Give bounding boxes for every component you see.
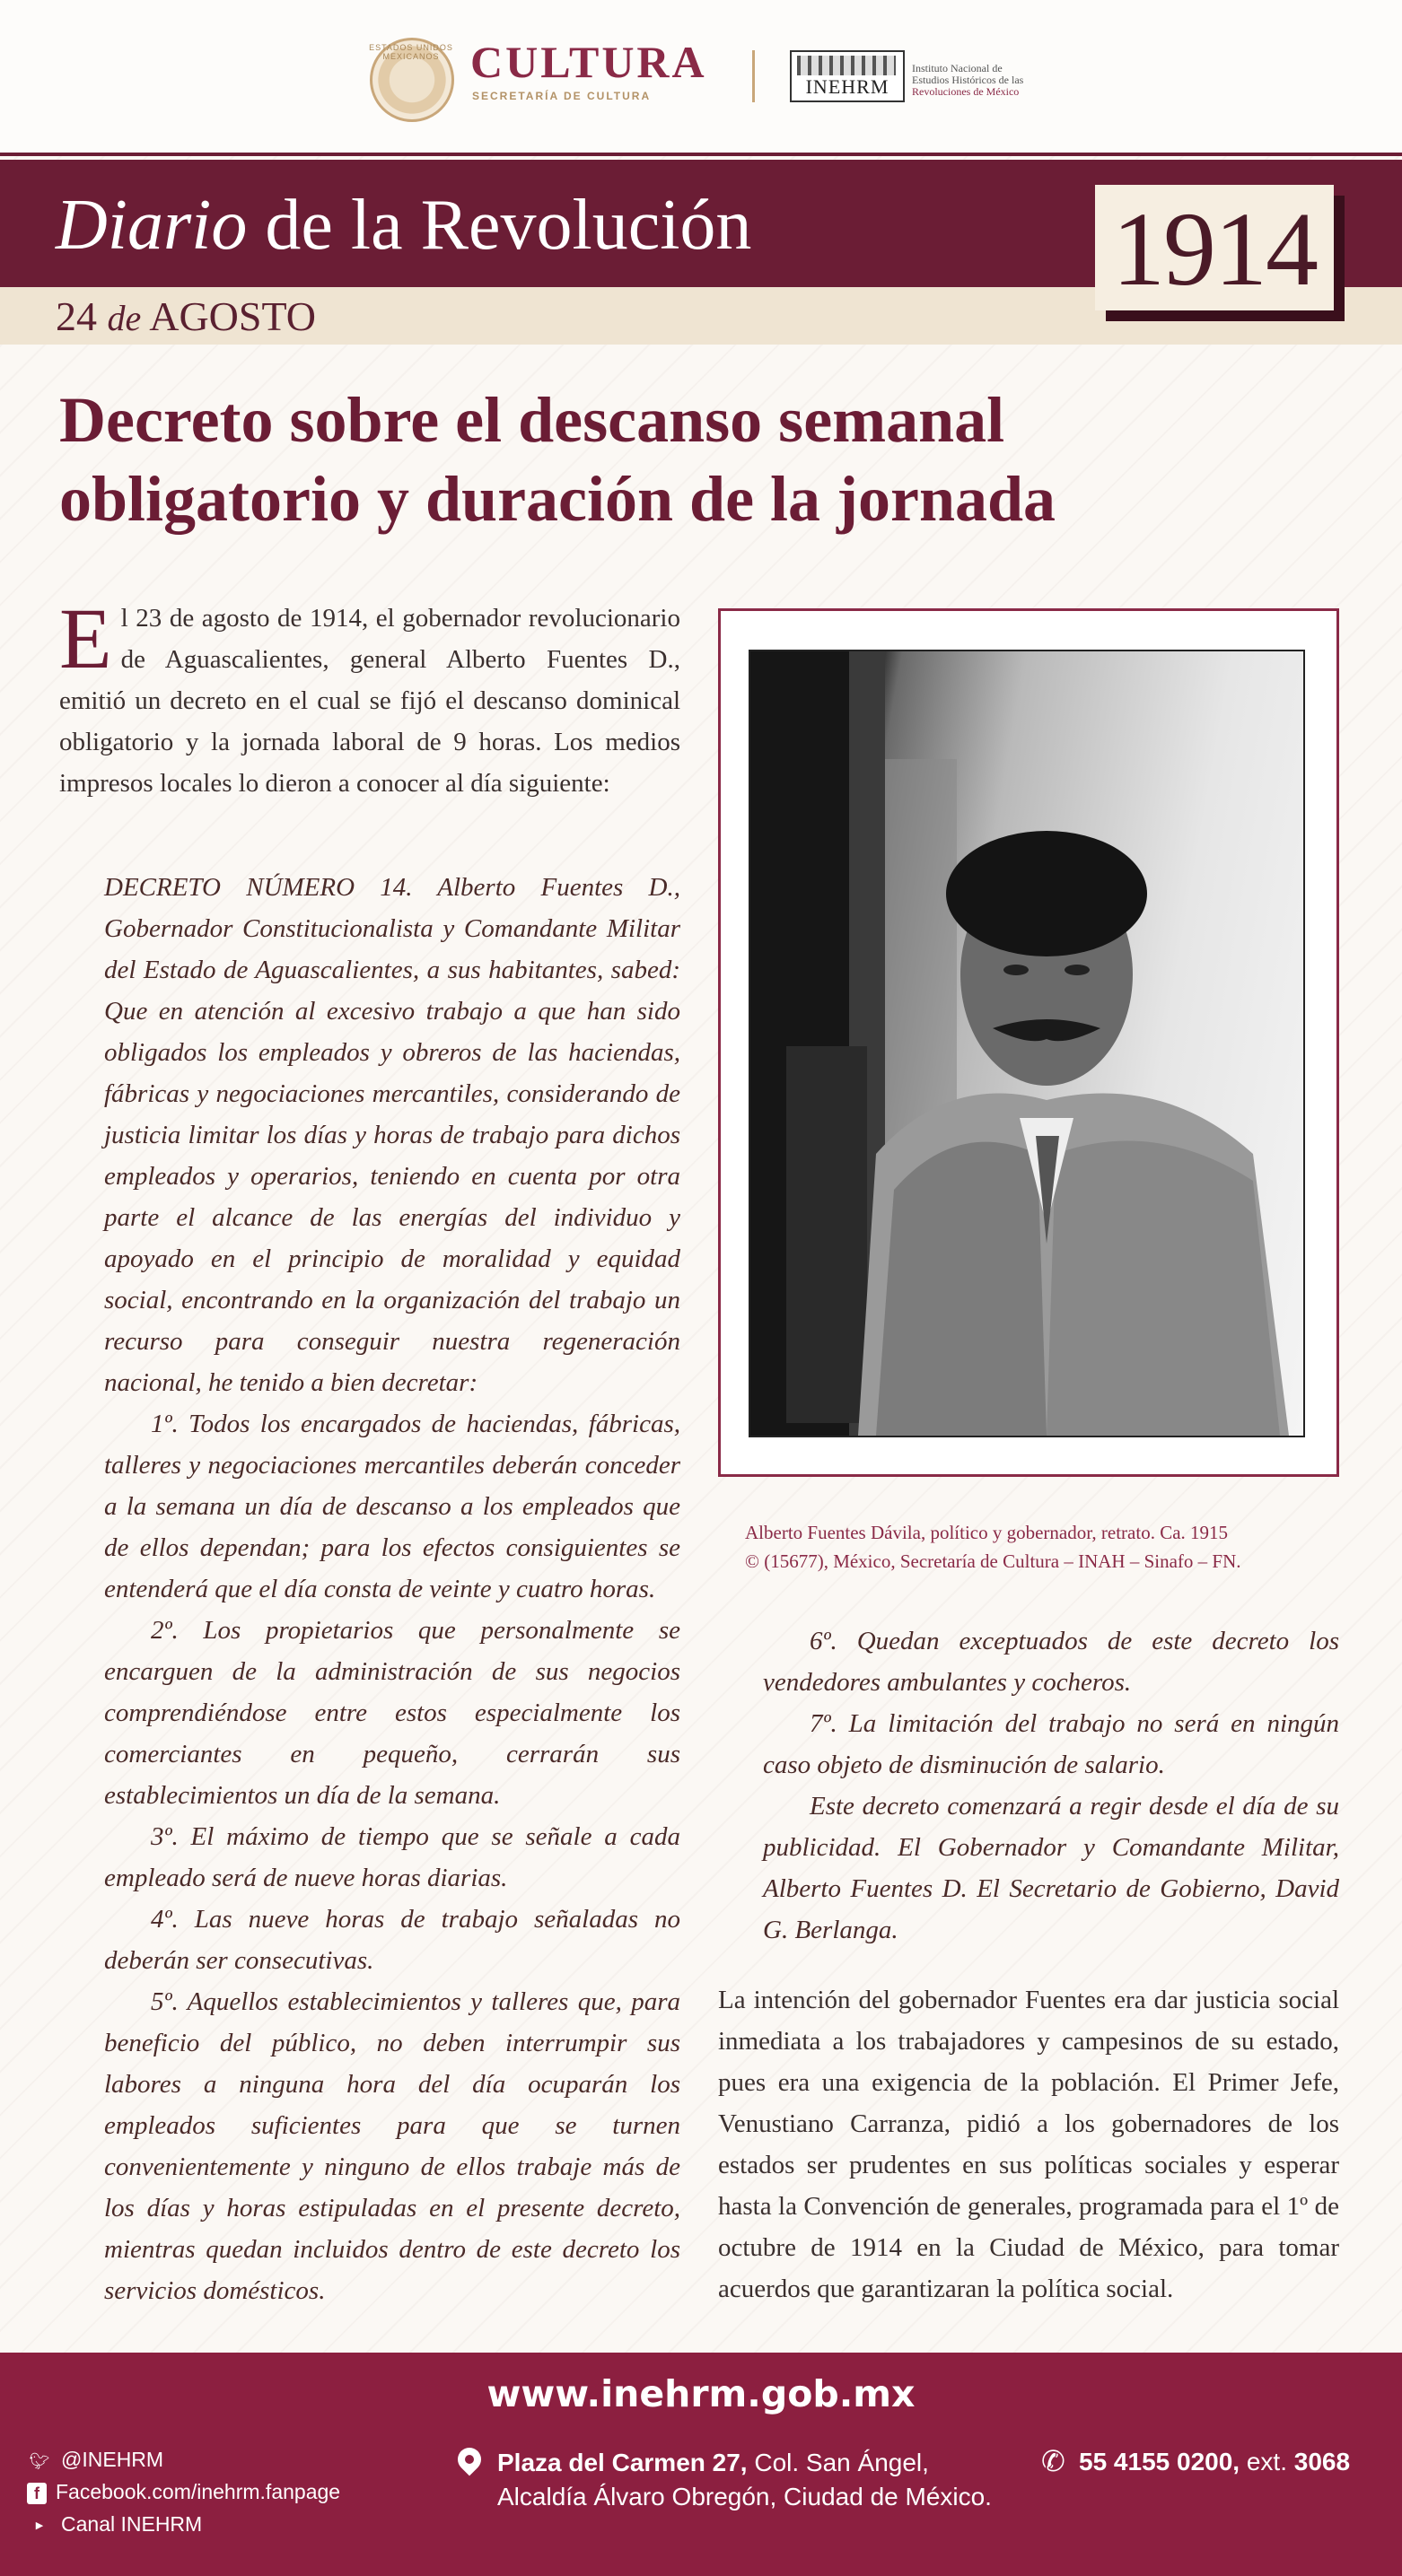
decree-article: 7º. La limitación del trabajo no será en ningún caso objeto de disminución de salario. <box>763 1709 1339 1779</box>
band-top-rule <box>0 153 1402 156</box>
intro-paragraph: El 23 de agosto de 1914, el gobernador revolucionario de Aguascalientes, general Alberto Fuentes D., emitió un decreto en el cual se fijó el descanso dominical obligatorio y la jornada laboral de 9 horas. Los medios impresos locales lo dieron a conocer al día siguiente: <box>59 590 680 798</box>
phone-number[interactable]: 55 4155 0200, ext. 3068 <box>1079 2448 1351 2476</box>
decree-quote-right <box>763 1620 1339 1951</box>
series-title: Diario de la Revolución <box>56 186 752 265</box>
facebook-link[interactable]: f Facebook.com/inehrm.fanpage <box>27 2480 340 2504</box>
decree-article: 3º. El máximo de tiempo que se señale a cada empleado será de nueve horas diarias. <box>104 1822 680 1892</box>
photo-caption: Alberto Fuentes Dávila, político y gobernador, retrato. Ca. 1915 © (15677), México, Secretaría de Cultura – INAH – Sinafo – FN. <box>745 1522 1241 1572</box>
decree-article: 5º. Aquellos establecimientos y talleres que, para beneficio del público, no deben interrumpir sus labores a ninguna hora del día ocuparán los empleados suficientes para que se turnen convenientemente y ninguno de ellos trabaje más de los días y horas estipuladas en el presente decreto, mientras quedan incluidos dentro de este decreto los servicios domésticos. <box>104 1987 680 2305</box>
seal-text: ESTADOS UNIDOS MEXICANOS <box>369 43 453 61</box>
decree-article: 1º. Todos los encargados de haciendas, fábricas, talleres y negociaciones mercantiles deberán conceder a la semana un día de descanso a los empleados que de ellos dependan; para los efectos consiguientes se entenderá que el día consta de veinte y cuatro horas. <box>104 1410 680 1603</box>
cultura-subtitle: SECRETARÍA DE CULTURA <box>472 90 652 102</box>
youtube-link[interactable]: ▶ Canal INEHRM <box>27 2512 202 2537</box>
inehrm-wordmark: INEHRM <box>805 75 889 98</box>
publication-date: 24 de AGOSTO <box>56 293 316 339</box>
website-link[interactable]: www.inehrm.gob.mx <box>486 2372 916 2415</box>
decree-paragraph: DECRETO NÚMERO 14. Alberto Fuentes D., Gobernador Constitucionalista y Comandante Militar del Estado de Aguascalientes, a sus habitantes, sabed: Que en atención al excesivo trabajo a que han sido obligados los empleados y obreros de las haciendas, fábricas y negociaciones mercantiles, considerando de justicia limitar los días y horas de trabajo para dichos empleados y operarios, teniendo en cuenta por otra parte el alcance de las energías del individuo y apoyado en el principio de moralidad y equidad social, encontrando en la organización del trabajo un recurso para conseguir nuestra regeneración nacional, he tenido a bien decretar: <box>104 873 680 1397</box>
closing-paragraph: La intención del gobernador Fuentes era dar justicia social inmediata a los trabajadores y campesinos de su estado, pues era una exigencia de la población. El Primer Jefe, Venustiano Carranza, pidió a los gobernadores de los estados ser prudentes en sus políticas sociales y esperar hasta la Convención de generales, programada para el 1º de octubre de 1914 en la Ciudad de México, para tomar acuerdos que garantizaran la política social. <box>718 1986 1339 2303</box>
building-icon <box>797 56 896 75</box>
twitter-icon: 🐦︎ <box>29 2451 50 2470</box>
facebook-icon: f <box>27 2483 47 2504</box>
cultura-logo: CULTURA <box>470 37 707 87</box>
youtube-icon: ▶ <box>35 2519 44 2531</box>
decree-quote-left <box>104 867 680 2311</box>
decree-article: 2º. Los propietarios que personalmente se encarguen de la administración de sus negocios comprendiéndose entre estos especialmente los comerciantes en pequeño, cerrarán sus establecimientos un día de la semana. <box>104 1616 680 1810</box>
drop-cap: E <box>59 590 112 686</box>
portrait-photo <box>749 650 1305 1437</box>
location-icon-dot <box>465 2455 474 2464</box>
decree-article: 6º. Quedan exceptuados de este decreto los vendedores ambulantes y cocheros. <box>763 1627 1339 1697</box>
decree-signature: Este decreto comenzará a regir desde el día de su publicidad. El Gobernador y Comandante Militar, Alberto Fuentes D. El Secretario de Gobierno, David G. Berlanga. <box>763 1792 1339 1944</box>
phone-icon: ✆ <box>1041 2445 1065 2477</box>
address: Plaza del Carmen 27, Col. San Ángel, Alcaldía Álvaro Obregón, Ciudad de México. <box>497 2449 992 2511</box>
decree-article: 4º. Las nueve horas de trabajo señaladas no deberán ser consecutivas. <box>104 1905 680 1975</box>
year-label: 1914 <box>1112 190 1317 308</box>
inehrm-description: Instituto Nacional de Estudios Históricos de las Revoluciones de México <box>912 62 1024 98</box>
logo-divider <box>752 50 755 102</box>
article-headline: Decreto sobre el descanso semanal obligatorio y duración de la jornada <box>59 384 1056 535</box>
twitter-link[interactable]: 🐦︎ @INEHRM <box>27 2448 163 2472</box>
